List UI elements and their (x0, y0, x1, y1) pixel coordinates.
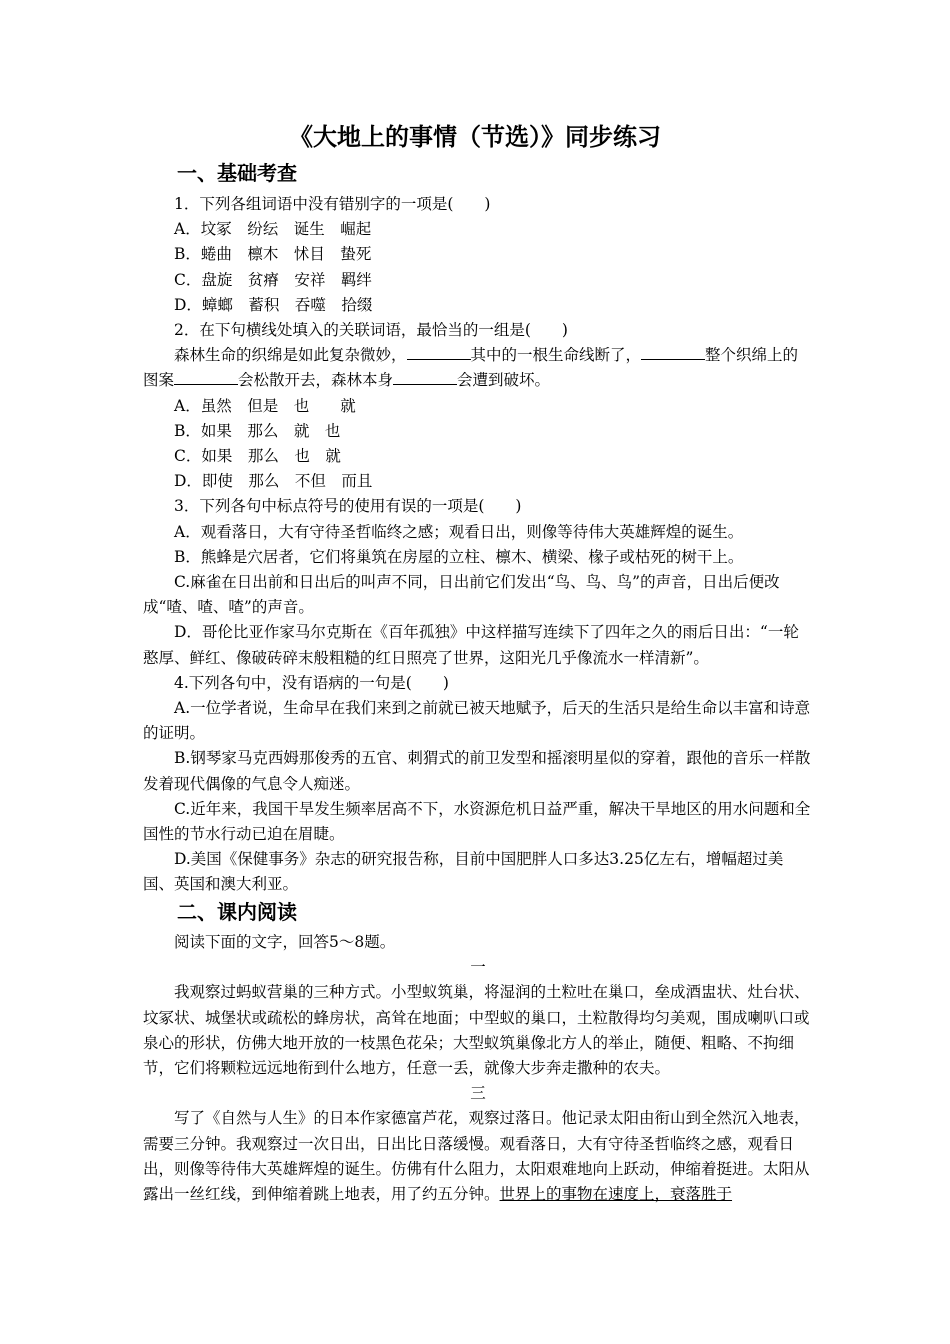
question-3-option-a: A．观看落日，大有守待圣哲临终之感；观看日出，则像等待伟大英雄辉煌的诞生。 (174, 522, 744, 541)
question-4-option-b: B.钢琴家马克西姆那俊秀的五官、刺猬式的前卫发型和摇滚明星似的穿着，跟他的音乐一样散发着现代偶像的气息令人痴迷。 (143, 749, 811, 793)
fill-blank (174, 370, 238, 385)
question-2-sentence-part: 整个织绵上的图案 (143, 346, 799, 390)
underlined-sentence: 世界上的事物在速度上，衰落胜于 (499, 1185, 733, 1204)
question-4-stem: 4.下列各句中，没有语病的一句是( ) (174, 673, 449, 692)
question-2-option-c: C．如果 那么 也 就 (174, 447, 341, 466)
question-2-option-d: D．即使 那么 不但 而且 (174, 472, 373, 491)
question-3-option-d: D．哥伦比亚作家马尔克斯在《百年孤独》中这样描写连续下了四年之久的雨后日出：“一轮憨厚、鲜红、像破砖碎末般粗糙的红日照亮了世界，这阳光几乎像流水一样清新”。 (143, 623, 799, 667)
question-2-stem: 2．在下句横线处填入的关联词语，最恰当的一组是( ) (174, 321, 568, 340)
passage-part-3-text: 写了《自然与人生》的日本作家德富芦花，观察过落日。他记录太阳由衔山到全然沉入地表，需要三分钟。我观察过一次日出，日出比日落缓慢。观看落日，大有守待圣哲临终之感，观看日出，则像等待伟大英雄辉煌的诞生。仿佛有什么阻力，太阳艰难地向上跃动，伸缩着挺进。太阳从露出一丝红线，到伸缩着跳上地表，用了约五分钟。 (143, 1109, 810, 1204)
question-2-sentence-part: 其中的一根生命线断了， (470, 346, 642, 365)
question-2-sentence-part: 会遭到破坏。 (457, 371, 551, 390)
question-1-option-a: A．坟冢 纷纭 诞生 崛起 (174, 220, 372, 239)
section-heading-reading: 二、课内阅读 (177, 900, 297, 924)
question-1-option-d: D．蟑螂 蓄积 吞噬 拾缀 (174, 295, 373, 314)
question-3-stem: 3．下列各句中标点符号的使用有误的一项是( ) (174, 497, 522, 516)
reading-intro: 阅读下面的文字，回答5～8题。 (174, 933, 396, 951)
question-1-stem: 1．下列各组词语中没有错别字的一项是( ) (174, 195, 491, 213)
section-reading-body (143, 930, 813, 1207)
passage-part-marker: 三 (470, 1084, 486, 1103)
question-3-option-b: B．熊蜂是穴居者，它们将巢筑在房屋的立柱、檩木、横梁、椽子或枯死的树干上。 (174, 547, 744, 566)
passage-part-marker: 一 (470, 958, 486, 977)
question-2-option-a: A．虽然 但是 也 就 (174, 396, 356, 415)
fill-blank (641, 345, 705, 360)
passage-part-3 (143, 1106, 813, 1207)
question-2-option-b: B．如果 那么 就 也 (174, 421, 341, 440)
question-4-option-c: C.近年来，我国干旱发生频率居高不下，水资源危机日益严重，解决干旱地区的用水问题和全国性的节水行动已迫在眉睫。 (143, 799, 811, 844)
page-title: 《大地上的事情（节选）》同步练习 (289, 123, 661, 151)
question-2-sentence (143, 343, 813, 393)
question-3-option-c: C.麻雀在日出前和日出后的叫声不同，日出前它们发出“鸟、鸟、鸟”的声音，日出后便改成“喳、喳、喳”的声音。 (143, 573, 780, 617)
section-basics-body (143, 192, 813, 898)
question-4-option-a: A.一位学者说，生命早在我们来到之前就已被天地赋予，后天的生活只是给生命以丰富和诗意的证明。 (143, 699, 811, 743)
fill-blank (393, 370, 457, 385)
question-2-sentence-part: 森林生命的织绵是如此复杂微妙， (174, 346, 407, 365)
question-2-sentence-part: 会松散开去，森林本身 (238, 371, 394, 390)
question-1-option-c: C．盘旋 贫瘠 安祥 羁绊 (174, 270, 372, 289)
question-1-option-b: B．蜷曲 檩木 怵目 蛰死 (174, 245, 372, 264)
question-4-option-d: D.美国《保健事务》杂志的研究报告称，目前中国肥胖人口多达3.25亿左右，增幅超过美国、英国和澳大利亚。 (143, 850, 784, 894)
section-heading-basics: 一、基础考查 (177, 161, 297, 185)
passage-part-1: 我观察过蚂蚁营巢的三种方式。小型蚁筑巢，将湿润的土粒吐在巢口，垒成酒盅状、灶台状、坟冢状、城堡状或疏松的蜂房状，高耸在地面；中型蚁的巢口，土粒散得均匀美观，围成喇叭口或泉心的形状，仿佛大地开放的一枝黑色花朵；大型蚁筑巢像北方人的举止，随便、粗略、不拘细节，它们将颗粒远远地衔到什么地方，任意一丢，就像大步奔走撒种的农夫。 (143, 983, 810, 1078)
fill-blank (407, 345, 471, 360)
